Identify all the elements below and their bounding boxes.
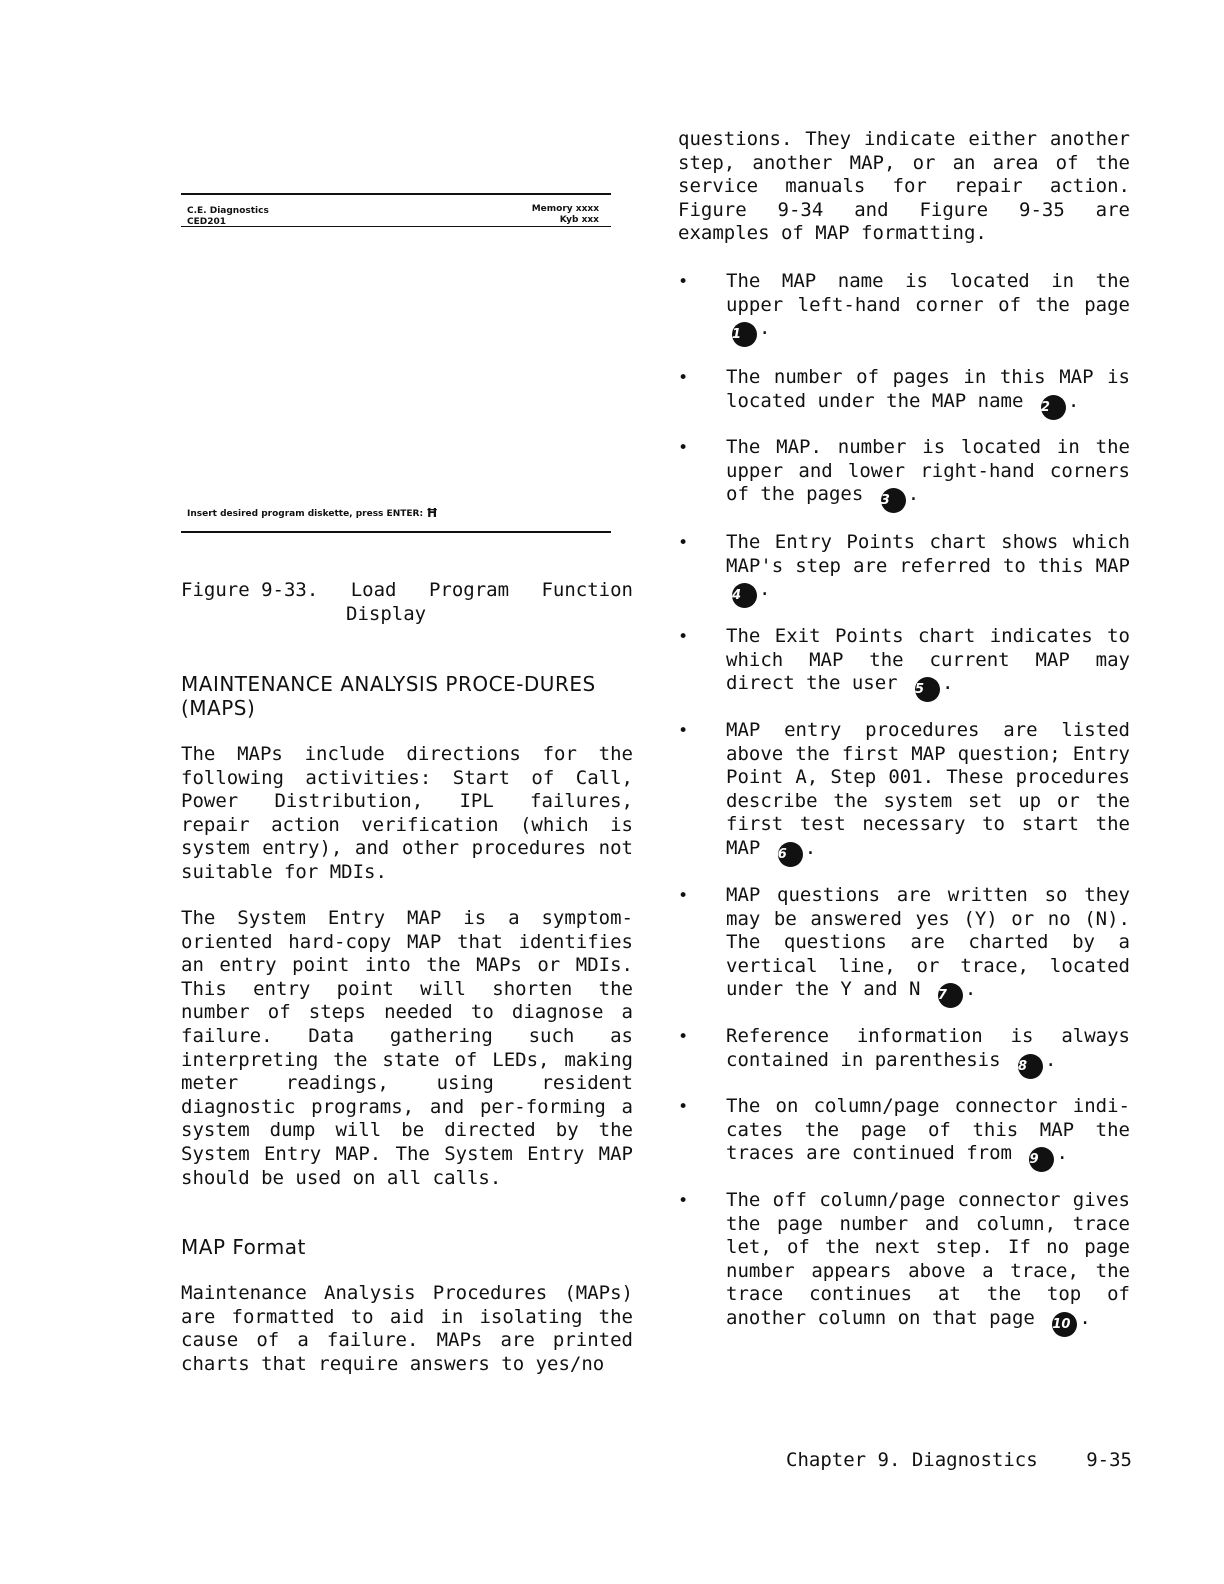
period: .	[1079, 1306, 1091, 1329]
screen-header-rule	[181, 226, 611, 227]
bullet-text: The Exit Points chart indicates to which MAP the current MAP may direct the user	[726, 625, 1130, 695]
screen-prompt-line	[187, 508, 438, 520]
bullet-text: The MAP. number is located in the upper and lower right-hand corners of the pages	[726, 436, 1130, 506]
period: .	[1045, 1048, 1057, 1071]
paragraph-map-format: Maintenance Analysis Procedures (MAPs) are formatted to aid in isolating the cause of a failure. MAPs are printed charts that require answers to yes/no	[181, 1282, 633, 1375]
bullet-text: The number of pages in this MAP is located under the MAP name	[726, 366, 1130, 412]
figure-caption-word: Load	[350, 579, 397, 601]
callout-number-icon: 2	[1041, 395, 1066, 420]
screen-code: CED201	[187, 217, 227, 227]
callout-number-icon: 7	[938, 983, 963, 1008]
paragraph-questions: questions. They indicate either another step, another MAP, or an area of the service manuals for repair action. Figure 9-34 and Figure 9-35 are examples of MAP formatting.	[678, 128, 1130, 245]
callout-number-icon: 3	[881, 488, 906, 513]
screen-header-left	[187, 206, 269, 228]
bullet-text: MAP questions are written so they may be answered yes (Y) or no (N). The questions are charted by a vertical line, or trace, located under the Y and N	[726, 884, 1130, 1001]
figure-caption	[181, 578, 633, 626]
bullet-text: The off column/page connector gives the page number and column, trace let, of the next step. If no page number appears above a trace, the trace continues at the top of another column on that page	[726, 1189, 1130, 1329]
bullet-text: MAP entry procedures are listed above the first MAP question; Entry Point A, Step 001. These procedures describe the system set up or the first test necessary to start the MAP	[726, 719, 1130, 859]
bullet-dot-icon: •	[678, 627, 689, 647]
period: .	[759, 317, 771, 340]
cursor-icon: Ħ	[426, 506, 438, 520]
period: .	[1067, 389, 1080, 412]
bullet-text: The MAP name is located in the upper left-hand corner of the page	[726, 270, 1130, 316]
paragraph-maps: The MAPs include directions for the following activities: Start of Call, Power Distribution, IPL failures, repair action verification (which is system entry), and other procedures not suitable for MDIs.	[181, 743, 633, 883]
figure-caption-label: Figure 9-33.	[181, 579, 319, 601]
paragraph-system-entry: The System Entry MAP is a symptom-oriented hard-copy MAP that identifies an entry point into the MAPs or MDIs. This entry point will shorten the number of steps needed to diagnose a failure. Data gathering such as interpreting the state of LEDs, making meter readings, using resident diagnostic programs, and per-forming a system dump will be directed by the System Entry MAP. The System Entry MAP should be used on all calls.	[181, 907, 633, 1189]
figure-caption-word: Program	[428, 579, 510, 601]
figure-caption-word: Function	[541, 579, 633, 601]
screen-kyb: Kyb xxx	[559, 215, 599, 225]
callout-number-icon: 4	[732, 583, 757, 608]
page-number: 9-35	[1086, 1449, 1132, 1471]
bullet-text: Reference information is always contained in parenthesis	[726, 1025, 1130, 1071]
callout-number-icon: 5	[915, 677, 940, 702]
screen-prompt: Insert desired program diskette, press ENTER:	[187, 509, 424, 519]
screen-header-right	[532, 204, 599, 226]
bullet-text: The Entry Points chart shows which MAP's step are referred to this MAP	[726, 531, 1130, 577]
bullet-dot-icon: •	[678, 368, 689, 388]
screen-title: C.E. Diagnostics	[187, 206, 269, 216]
callout-number-icon: 10	[1052, 1312, 1077, 1337]
bullet-dot-icon: •	[678, 438, 689, 458]
callout-number-icon: 1	[732, 322, 757, 347]
period: .	[759, 578, 771, 601]
screen-bottom-rule	[181, 531, 611, 533]
figure-caption-line2: Display	[346, 603, 427, 625]
bullet-dot-icon: •	[678, 1191, 689, 1211]
bullet-dot-icon: •	[678, 533, 689, 553]
callout-number-icon: 8	[1018, 1054, 1043, 1079]
bullet-dot-icon: •	[678, 272, 689, 292]
bullet-dot-icon: •	[678, 1027, 689, 1047]
screen-top-rule	[181, 193, 611, 195]
load-program-screen-figure	[181, 193, 611, 536]
period: .	[1056, 1142, 1068, 1165]
period: .	[964, 978, 977, 1001]
page-footer	[786, 1448, 1132, 1472]
callout-number-icon: 6	[778, 842, 803, 867]
period: .	[804, 836, 817, 859]
bullet-dot-icon: •	[678, 1097, 689, 1117]
period: .	[942, 672, 954, 695]
screen-memory: Memory xxxx	[531, 204, 599, 214]
bullet-text: The on column/page connector indi-cates the page of this MAP the traces are continued from	[726, 1095, 1130, 1165]
callout-number-icon: 9	[1029, 1147, 1054, 1172]
footer-chapter: Chapter 9. Diagnostics	[786, 1449, 1038, 1471]
bullet-dot-icon: •	[678, 721, 689, 741]
period: .	[907, 483, 920, 506]
section-heading: MAINTENANCE ANALYSIS PROCE-DURES (MAPS)	[181, 672, 596, 720]
subheading-map-format: MAP Format	[181, 1235, 306, 1259]
bullet-dot-icon: •	[678, 886, 689, 906]
